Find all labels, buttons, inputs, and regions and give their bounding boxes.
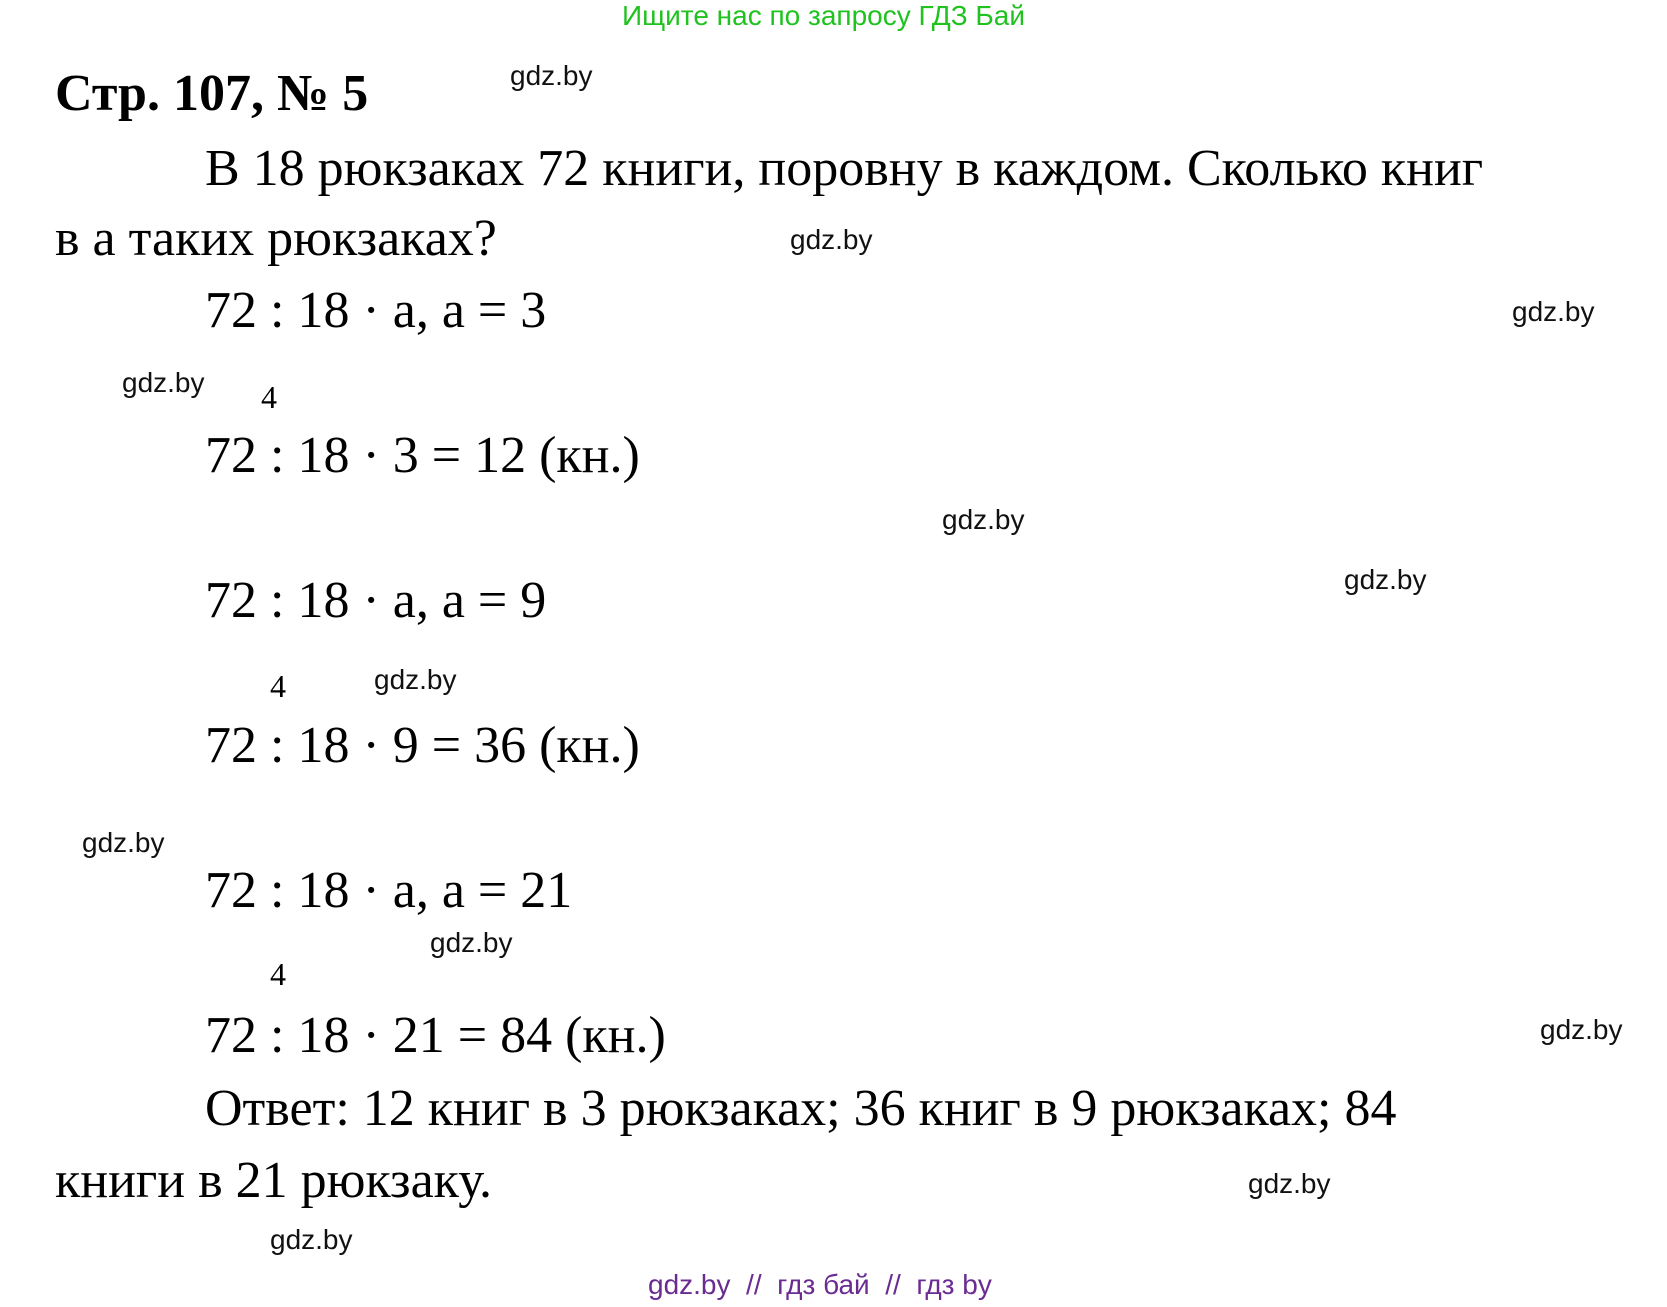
watermark: gdz.by xyxy=(430,927,513,958)
answer-line-1: Ответ: 12 книг в 3 рюкзаках; 36 книг в 9 рюкзаках; 84 xyxy=(205,1080,1397,1137)
watermark: gdz.by xyxy=(1512,296,1595,327)
step-3-result: 72 : 18 · 21 = 84 (кн.) xyxy=(205,1007,666,1064)
watermark: gdz.by xyxy=(270,1224,353,1255)
step-1-result: 72 : 18 · 3 = 12 (кн.) xyxy=(205,427,640,484)
watermark: gdz.by xyxy=(374,664,457,695)
step-2-note: 4 xyxy=(270,668,286,704)
step-3-expression: 72 : 18 · а, а = 21 xyxy=(205,862,573,919)
answer-line-2: книги в 21 рюкзаку. xyxy=(55,1152,492,1209)
problem-line-2: в а таких рюкзаках? xyxy=(55,210,497,267)
watermark: gdz.by xyxy=(82,827,165,858)
watermark: gdz.by xyxy=(942,504,1025,535)
watermark: gdz.by xyxy=(122,367,205,398)
site-footer: gdz.by // гдз бай // гдз by xyxy=(648,1269,992,1300)
step-2-expression: 72 : 18 · а, а = 9 xyxy=(205,572,547,629)
step-2-result: 72 : 18 · 9 = 36 (кн.) xyxy=(205,717,640,774)
watermark: gdz.by xyxy=(510,60,593,91)
step-1-expression: 72 : 18 · а, а = 3 xyxy=(205,282,547,339)
step-1-note: 4 xyxy=(261,379,277,415)
site-banner: Ищите нас по запросу ГДЗ Бай xyxy=(622,0,1026,31)
watermark: gdz.by xyxy=(1344,564,1427,595)
watermark: gdz.by xyxy=(1248,1168,1331,1199)
problem-line-1: В 18 рюкзаках 72 книги, поровну в каждом. Сколько книг xyxy=(205,140,1484,197)
step-3-note: 4 xyxy=(270,956,286,992)
watermark: gdz.by xyxy=(1540,1014,1623,1045)
watermark: gdz.by xyxy=(790,224,873,255)
page-title: Стр. 107, № 5 xyxy=(55,65,369,122)
